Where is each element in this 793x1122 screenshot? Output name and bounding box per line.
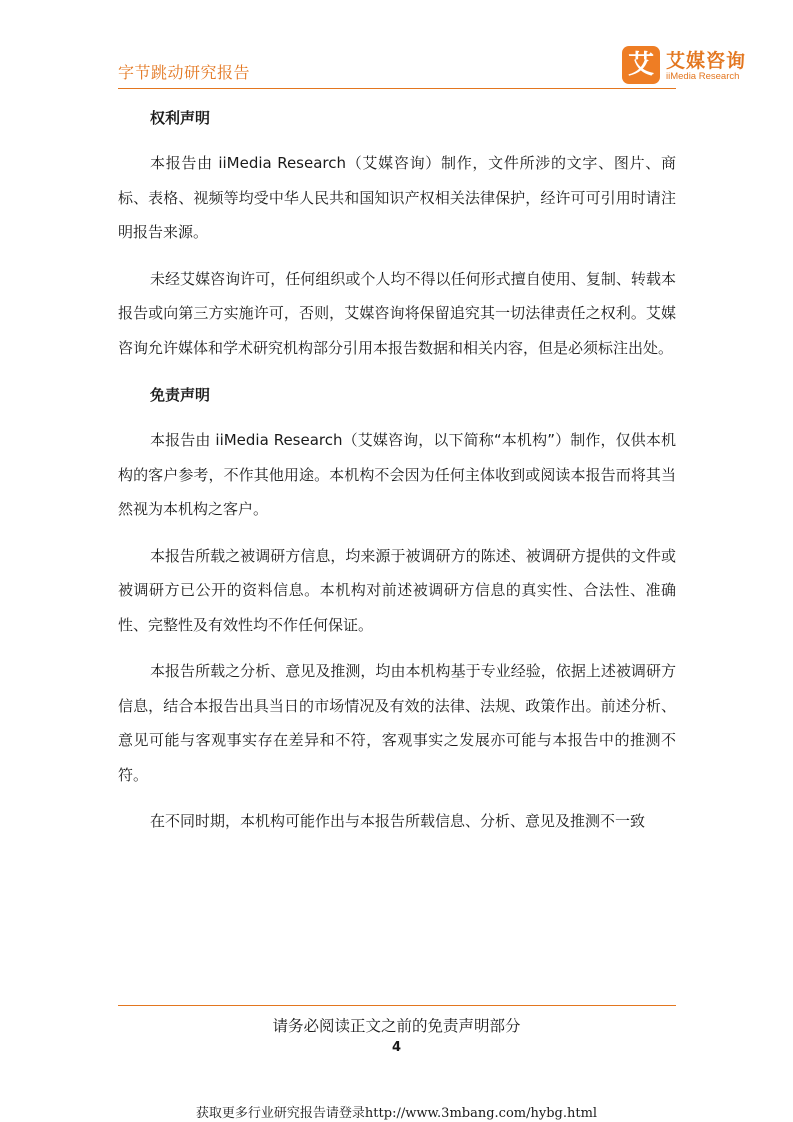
paragraph: 本报告所载之被调研方信息，均来源于被调研方的陈述、被调研方提供的文件或被调研方已公开的资料信息。本机构对前述被调研方信息的真实性、合法性、准确性、完整性及有效性均不作任何保证。 (118, 546, 676, 634)
section-heading-disclaimer: 免责声明 (150, 386, 211, 404)
paragraph: 本报告由 iiMedia Research（艾媒咨询，以下简称“本机构”）制作，仅供本机构的客户参考，不作其他用途。本机构不会因为任何主体收到或阅读本报告而将其当然视为本机构之客户。 (118, 431, 676, 518)
page-number: 4 (391, 1040, 402, 1055)
report-title: 字节跳动研究报告 (118, 63, 251, 82)
paragraph: 本报告由 iiMedia Research（艾媒咨询）制作，文件所涉的文字、图片、商标、表格、视频等均受中华人民共和国知识产权相关法律保护，经许可可引用时请注明报告来源。 (118, 154, 676, 241)
paragraph: 本报告所载之分析、意见及推测，均由本机构基于专业经验，依据上述被调研方信息，结合本报告出具当日的市场情况及有效的法律、法规、政策作出。前述分析、意见可能与客观事实存在差异和不符，客观事实之发展亦可能与本报告中的推测不符。 (118, 662, 676, 784)
document-body (118, 100, 676, 851)
header-divider (118, 88, 676, 89)
more-reports-link[interactable]: 获取更多行业研究报告请登录http://www.3mbang.com/hybg.html (195, 1106, 598, 1121)
section-heading-rights: 权利声明 (150, 109, 211, 127)
logo-name-cn: 艾媒咨询 (666, 50, 747, 72)
paragraph: 未经艾媒咨询许可，任何组织或个人均不得以任何形式擅自使用、复制、转载本报告或向第三方实施许可，否则，艾媒咨询将保留追究其一切法律责任之权利。艾媒咨询允许媒体和学术研究机构部分引用本报告数据和相关内容，但是必须标注出处。 (118, 269, 676, 357)
logo-mark-icon: 艾 (622, 46, 660, 84)
footer-divider (118, 1005, 676, 1006)
footer-disclaimer-note: 请务必阅读正文之前的免责声明部分 (272, 1017, 521, 1035)
brand-logo (622, 46, 752, 88)
paragraph: 在不同时期，本机构可能作出与本报告所载信息、分析、意见及推测不一致 (150, 812, 646, 830)
logo-name-en: iiMedia Research (666, 71, 740, 82)
